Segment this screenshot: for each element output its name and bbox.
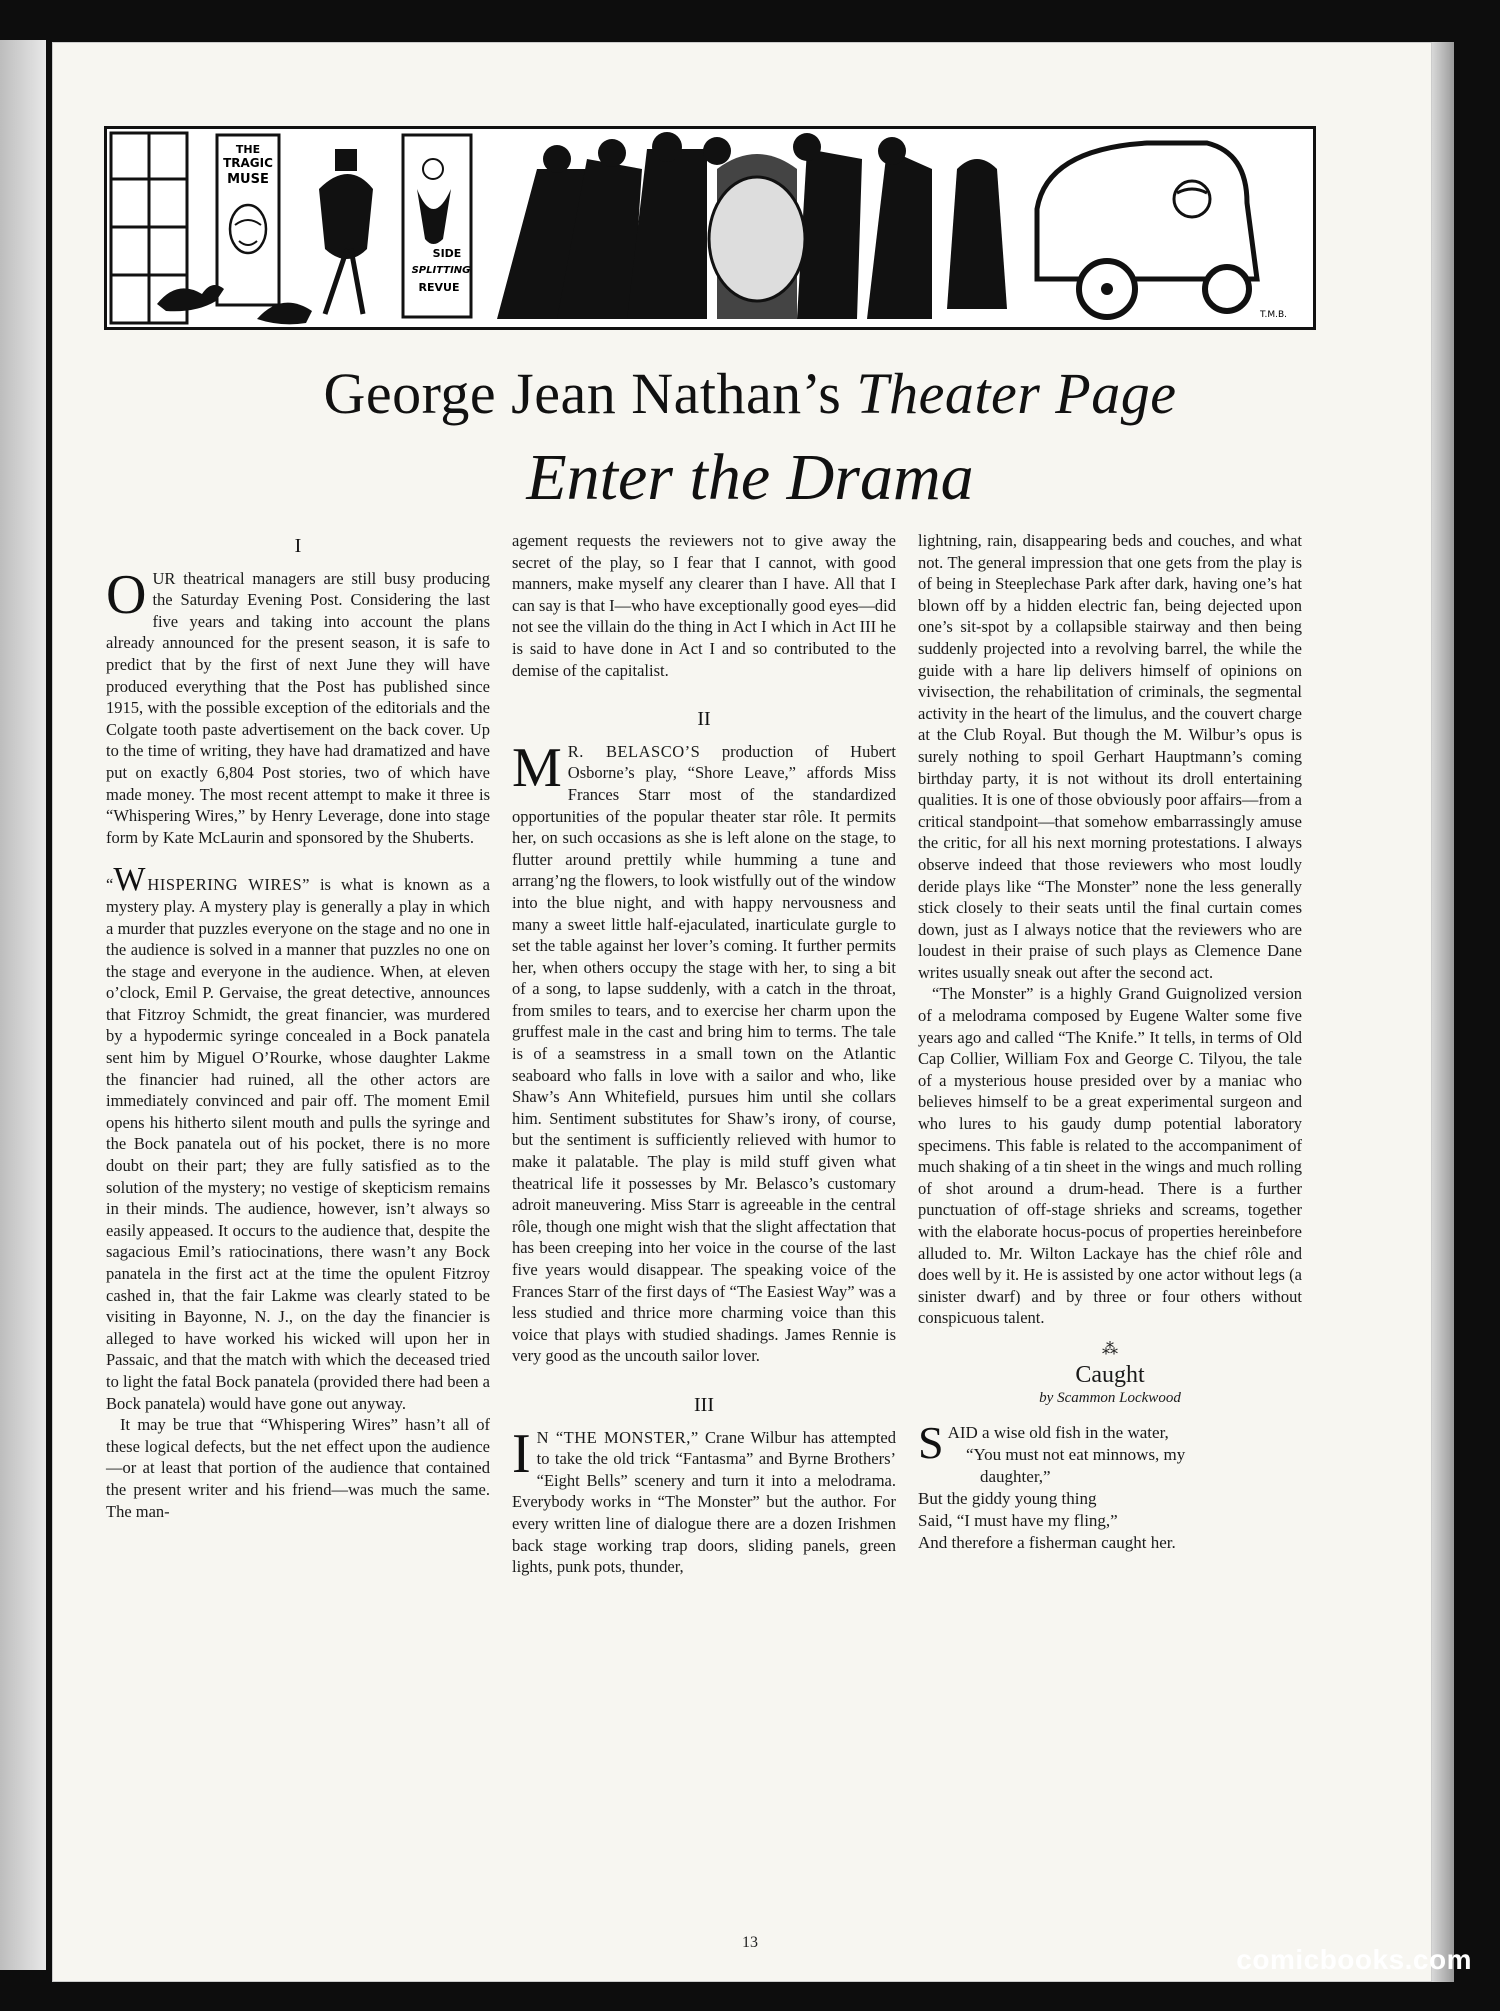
poem-line: And therefore a fisherman caught her. [918, 1532, 1176, 1552]
open-quote: “ [106, 875, 114, 895]
drop-cap: S [918, 1416, 944, 1468]
paragraph [512, 736, 897, 1367]
section-heading-2: II [697, 708, 711, 731]
poster-text-line2: TRAGIC [223, 156, 273, 170]
facing-page-edge [0, 40, 46, 1970]
poem-line: Said, “I must have my fling,” [918, 1510, 1118, 1530]
article-column-2 [512, 530, 896, 1578]
paragraph [106, 563, 490, 849]
poem-line: daughter,” [980, 1466, 1051, 1486]
paragraph: lightning, rain, disappearing beds and couches, and what not. The general impression that one gets from the play is of being in Steeplechase Park after dark, having one’s hat blown off by a hidden electric fan, being dejected upon one’s sit-spot by a collapsible stairway and then being suddenly projected into a revolving barrel, the while the guide with a hare lip delivers himself of opinions on vivisection, the rehabilitation of criminals, the segmental activity in the heart of the limulus, and the couvert charge at the Club Royal. But though the M. Wilbur’s opus is surely nothing to spoil Gerhart Hauptmann’s coming birthday party, it is not without its droll entertaining qualities. It is one of those obviously poor affairs—from a critical standpoint—that somehow embarrassingly amuse the critic, for all his next morning protestations. I always observe indeed that those reviewers who most loudly deride plays like “The Monster” none the less generally stick closely to their seats until the final curtain comes down, just as I always notice that the reviewers who are loudest in their praise of such plays as Clemence Dane writes usually sneak out after the second act. [918, 531, 1302, 982]
poster-text-line3: MUSE [227, 172, 269, 187]
revue-text-line1: SIDE [432, 247, 462, 260]
header-illustration [104, 126, 1316, 330]
page-number: 13 [742, 1934, 758, 1951]
poem [918, 1416, 1302, 1554]
artist-signature: T.M.B. [1260, 310, 1287, 320]
paragraph: It may be true that “Whispering Wires” hasn’t all of these logical defects, but the net effect upon the audience—or at least that portion of the audience that contained the present writer and his friend—was much the same. The man- [106, 1415, 490, 1521]
section-heading-1: I [294, 535, 302, 557]
theater-crowd-drawing [107, 129, 1313, 327]
poem-title: Caught [1075, 1361, 1145, 1388]
site-watermark: comicbooks.com [1236, 1944, 1472, 1975]
title-italic: Theater Page [856, 361, 1177, 426]
paragraph [106, 861, 490, 1414]
page-binding-edge [1432, 42, 1454, 1982]
section-heading-3: III [694, 1393, 714, 1416]
paragraph [512, 1422, 896, 1578]
poem-line: But the giddy young thing [918, 1488, 1097, 1508]
drop-cap: W [113, 861, 146, 899]
lead-in-caps: N “THE MONSTER,” [536, 1427, 699, 1447]
article-column-3 [918, 530, 1302, 1554]
lead-in-caps: HISPERING WIRES” [147, 875, 310, 895]
revue-text-line3: REVUE [418, 281, 460, 294]
lead-in-caps: R. BELASCO’S [567, 741, 701, 761]
poster-text-line1: THE [235, 143, 261, 156]
paragraph: “The Monster” is a highly Grand Guignolized version of a melodrama composed by Eugene Walter some five years ago and called “The Knife.” It tells, in terms of Old Cap Collier, William Fox and George C. Tilyou, the tale of a mysterious house presided over by a maniac who believes himself to be a great experimental surgeon and who lures to his gaudy dump potential laboratory specimens. This fable is related to the accompaniment of much shaking of a tin sheet in the wings and much rolling of shot around a drum-head. There is a further punctuation of off-stage shrieks and screams, together with the elaborate hocus-pocus of properties hereinbefore alluded to. Mr. Wilton Lackaye has the chief rôle and does well by it. He is assisted by one actor without legs (a sinister dwarf) and by three or four others without conspicuous talent. [918, 984, 1302, 1328]
title-author: George Jean Nathan’s [323, 361, 842, 426]
article-column-1 [106, 530, 490, 1522]
poem-byline: by Scammon Lockwood [1039, 1390, 1181, 1407]
paragraph-text: Crane Wilbur has attempted to take the old trick “Fantasma” and Byrne Brothers’ “Eight Bells” scenery and turn it into a melodrama. Everybody works in “The Monster” but the author. For every written line of dialogue there are a dozen Irishmen back stage working trap doors, sliding panels, green lights, punk pots, thunder, [512, 1427, 896, 1577]
poem-line: “You must not eat minnows, my [966, 1444, 1186, 1464]
page-title [0, 360, 1500, 427]
drop-cap: I [512, 1422, 531, 1485]
revue-text-line2: SPLITTING [411, 265, 471, 276]
drop-cap: O [106, 563, 147, 626]
article-subtitle: Enter the Drama [526, 441, 974, 514]
paragraph-text: production of Hubert Osborne’s play, “Shore Leave,” affords Miss Frances Starr most of the standardized opportunities of the popular theater star rôle. It permits her, on such occasions as she is left alone on the stage, to flutter around prettily while humming a tune and arrang’ng the flowers, to look wistfully out of the window into the blue night, and with happy nervousness and many a sweet little half-ejaculated, inarticulate gurgle to set the table against her lover’s coming. It further permits her, when others occupy the stage with her, to sing a bit of a song, to lapse suddenly, with a catch in the throat, from smiles to tears, and to exercise her charm upon the gruffest male in the cast and bring him to terms. The tale is of a seamstress in a small town on the Atlantic seaboard who falls in love with a sailor and who, like Shaw’s Ann Whitefield, pursues him until she collars him. Sentiment substitutes for Shaw’s irony, of course, but the sentiment is sufficiently relieved with humor to make it palatable. The play is mild stuff given what theatrical life it possesses by Mr. Belasco’s customary adroit maneuvering. Miss Starr is agreeable in the central rôle, though one might wish that the slight affectation that has been creeping into her voice in the course of the last five years would disappear. The speaking voice of the Frances Starr of the first days of “The Easiest Way” was a less studied and thrice more charming voice than this voice that plays with studied shadings. James Rennie is very good as the uncouth sailor lover. [512, 741, 897, 1366]
drop-cap: M [512, 736, 562, 799]
paragraph-text: is what is known as a mystery play. A mystery play is generally a play in which a murder that puzzles everyone on the stage and no one in the audience is solved in a manner that puzzles no one on the stage and everyone in the audience. When, at eleven o’clock, Emil P. Gervaise, the great detective, announces that Fitzroy Schmidt, the great financier, was murdered by a hypodermic syringe concealed in a Bock panatela sent him by Miguel O’Rourke, whose daughter Lakme the financier had ruined, all the other actors are immediately convinced and pair off. The moment Emil opens his hitherto silent mouth and pulls the syringe and the Bock panatela out of his pocket, there is no more doubt on their part; they are fully satisfied as to the solution of the mystery; no vestige of skepticism remains in their minds. The audience, however, isn’t always so easily appeased. It occurs to the audience that, despite the sagacious Emil’s ratiocinations, there wasn’t any Bock panatela in the first act at the time the opulent Fitzroy cashed in, that the fair Lakme was clearly stated to be visiting in Bayonne, N. J., on the day the financier is alleged to have worked his wicked will upon her in Passaic, and that the match with which the deceased tried to light the fatal Bock panatela (provided there had been a Bock panatela) would have gone out anyway. [106, 875, 490, 1413]
asterism-divider: ⁂ [1102, 1340, 1118, 1358]
poem-line-text: AID a wise old fish in the water, [947, 1422, 1169, 1442]
paragraph: agement requests the reviewers not to give away the secret of the play, so I fear that I cannot, with good manners, make myself any clearer than I have. All that I can say is that I—who have exceptionally good eyes—did not see the villain do the thing in Act I which in Act III he is said to have done in Act I and so contributed to the demise of the capitalist. [512, 531, 896, 680]
paragraph-text: UR theatrical managers are still busy producing the Saturday Evening Post. Considering the last five years and taking into account the plans already announced for the present season, it is safe to predict that by the first of next June they will have produced everything that the Post has published since 1915, with the possible exception of the editorials and the Colgate tooth paste advertisement on the back cover. Up to the time of writing, they have had dramatized and have put on exactly 6,804 Post stories, two of which have made money. The most recent attempt to make it three is “Whispering Wires,” by Henry Leverage, done into stage form by Kate McLaurin and sponsored by the Shuberts. [106, 568, 490, 847]
